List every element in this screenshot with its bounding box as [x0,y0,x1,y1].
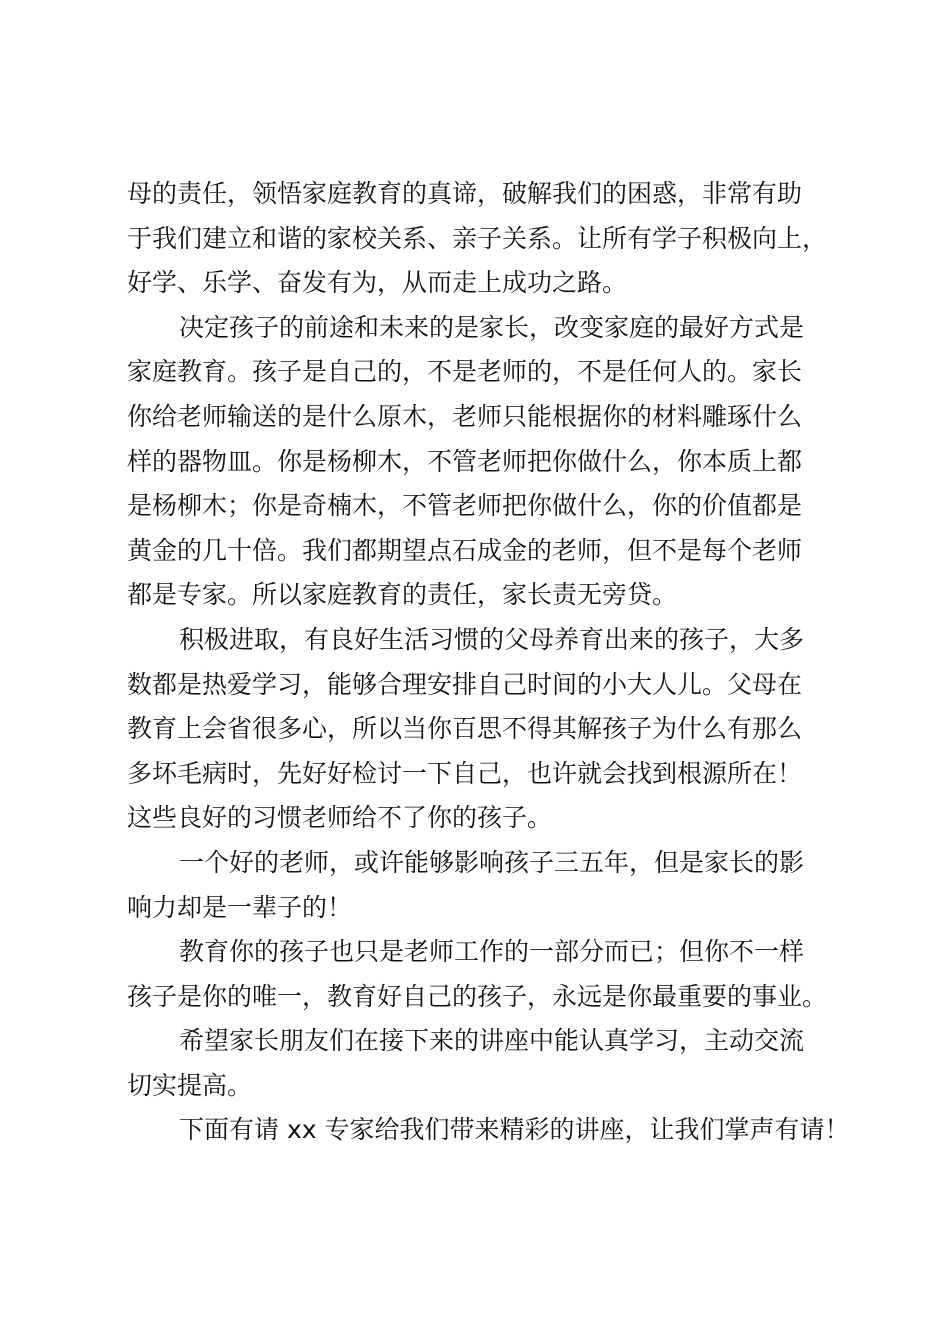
paragraph-6 [127,1019,847,1108]
text-line: 下面有请 xx 专家给我们带来精彩的讲座，让我们掌声有请！ [179,1115,850,1145]
text-line: 黄金的几十倍。我们都期望点石成金的老师，但不是每个老师 [127,535,803,565]
paragraph-7 [127,1108,850,1153]
paragraph-4 [127,841,847,930]
paragraph-5 [127,930,847,1019]
document-body [127,172,850,1153]
text-line: 这些良好的习惯老师给不了你的孩子。 [127,803,553,833]
paragraph-1 [127,172,847,306]
text-line: 是杨柳木；你是奇楠木，不管老师把你做什么，你的价值都是 [127,491,803,521]
text-line: 样的器物皿。你是杨柳木，不管老师把你做什么，你本质上都 [127,446,803,476]
text-line: 响力却是一辈子的！ [127,892,353,922]
text-line: 你给老师输送的是什么原木，老师只能根据你的材料雕琢什么 [127,401,803,431]
text-line: 好学、乐学、奋发有为，从而走上成功之路。 [127,268,628,298]
text-line: 希望家长朋友们在接下来的讲座中能认真学习，主动交流 [179,1026,805,1056]
text-line: 数都是热爱学习，能够合理安排自己时间的小大人儿。父母在 [127,669,803,699]
text-line: 积极进取，有良好生活习惯的父母养育出来的孩子，大多 [179,624,805,654]
text-line: 教育上会省很多心，所以当你百思不得其解孩子为什么有那么 [127,714,803,744]
text-line: 决定孩子的前途和未来的是家长，改变家庭的最好方式是 [179,312,805,342]
text-line: 教育你的孩子也只是老师工作的一部分而已；但你不一样 [179,937,805,967]
text-line: 一个好的老师，或许能够影响孩子三五年，但是家长的影 [179,847,805,877]
text-line: 都是专家。所以家庭教育的责任，家长责无旁贷。 [127,580,678,610]
text-line: 家庭教育。孩子是自己的，不是老师的，不是任何人的。家长 [127,357,803,387]
text-line: 切实提高。 [127,1070,253,1100]
paragraph-3 [127,618,847,841]
text-line: 孩子是你的唯一，教育好自己的孩子，永远是你最重要的事业。 [127,981,828,1011]
text-line: 母的责任，领悟家庭教育的真谛，破解我们的困惑，非常有助 [127,179,803,208]
text-line: 于我们建立和谐的家校关系、亲子关系。让所有学子积极向上， [127,223,828,253]
paragraph-2 [127,306,847,618]
text-line: 多坏毛病时，先好好检讨一下自己，也许就会找到根源所在！ [127,758,803,788]
